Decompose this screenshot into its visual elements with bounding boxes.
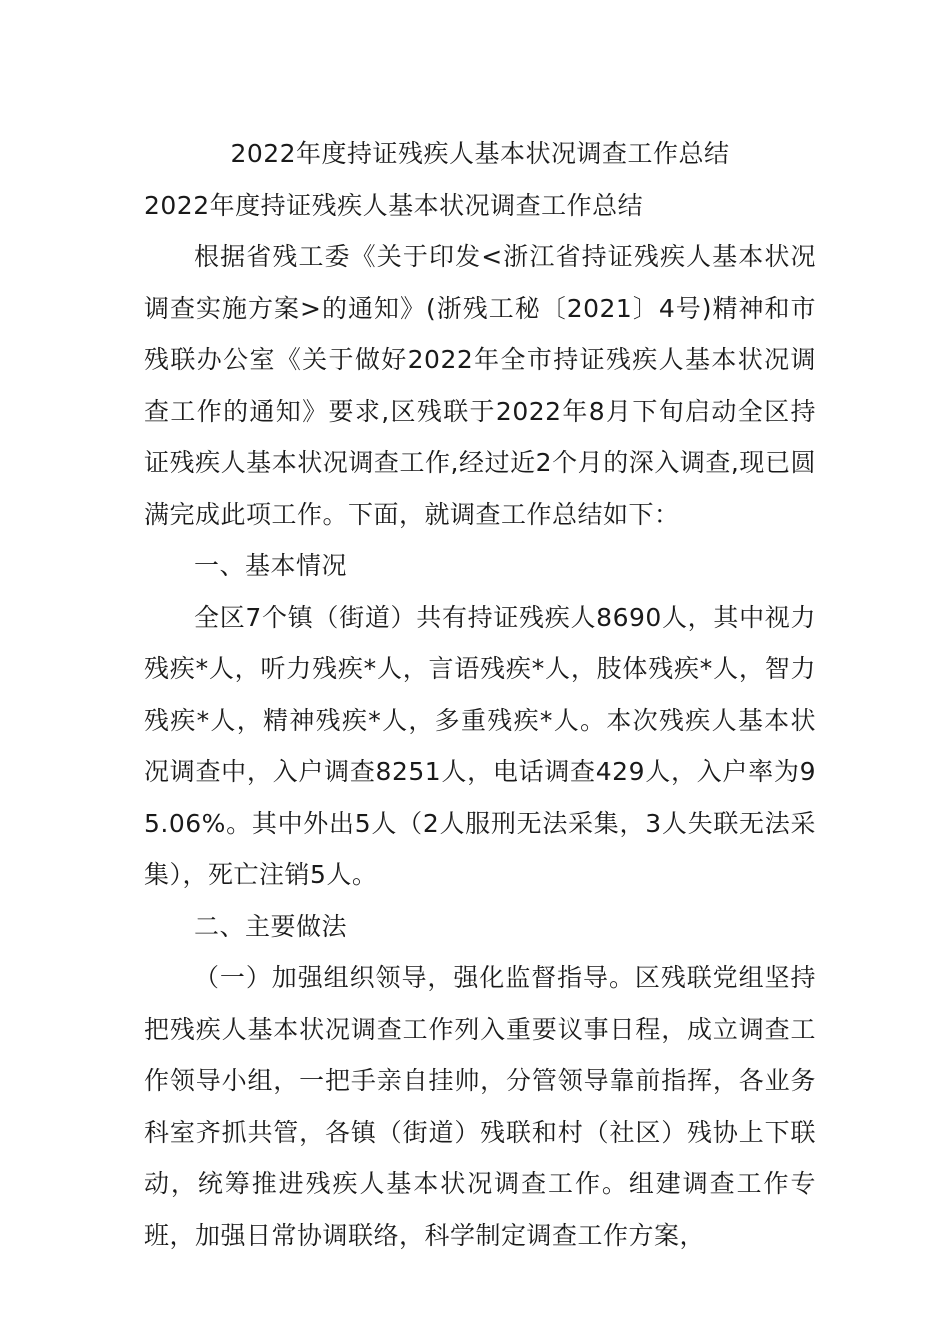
intro-paragraph: 根据省残工委《关于印发<浙江省持证残疾人基本状况调查实施方案>的通知》(浙残工秘〔2021〕4号)精神和市残联办公室《关于做好2022年全市持证残疾人基本状况调查工作的通知》要求,区残联于2022年8月下旬启动全区持证残疾人基本状况调查工作,经过近2个月的深入调查,现已圆满完成此项工作。下面，就调查工作总结如下：: [144, 242, 816, 529]
document-body: [144, 128, 816, 1261]
document-subtitle: 2022年度持证残疾人基本状况调查工作总结: [144, 190, 644, 220]
basic-situation-paragraph: 全区7个镇（街道）共有持证残疾人8690人，其中视力残疾*人，听力残疾*人，言语残疾*人，肢体残疾*人，智力残疾*人，精神残疾*人，多重残疾*人。本次残疾人基本状况调查中，入户调查8251人，电话调查429人，入户率为95.06%。其中外出5人（2人服刑无法采集，3人失联无法采集），死亡注销5人。: [144, 602, 816, 889]
document-title: 2022年度持证残疾人基本状况调查工作总结: [230, 139, 730, 168]
main-practices-paragraph: （一）加强组织领导，强化监督指导。区残联党组坚持把残疾人基本状况调查工作列入重要议事日程，成立调查工作领导小组，一把手亲自挂帅，分管领导靠前指挥，各业务科室齐抓共管，各镇（街道）残联和村（社区）残协上下联动，统筹推进残疾人基本状况调查工作。组建调查工作专班，加强日常协调联络，科学制定调查工作方案，: [144, 963, 816, 1250]
section-heading-main-practices: 二、主要做法: [194, 911, 348, 941]
section-heading-basic-situation: 一、基本情况: [194, 551, 348, 580]
